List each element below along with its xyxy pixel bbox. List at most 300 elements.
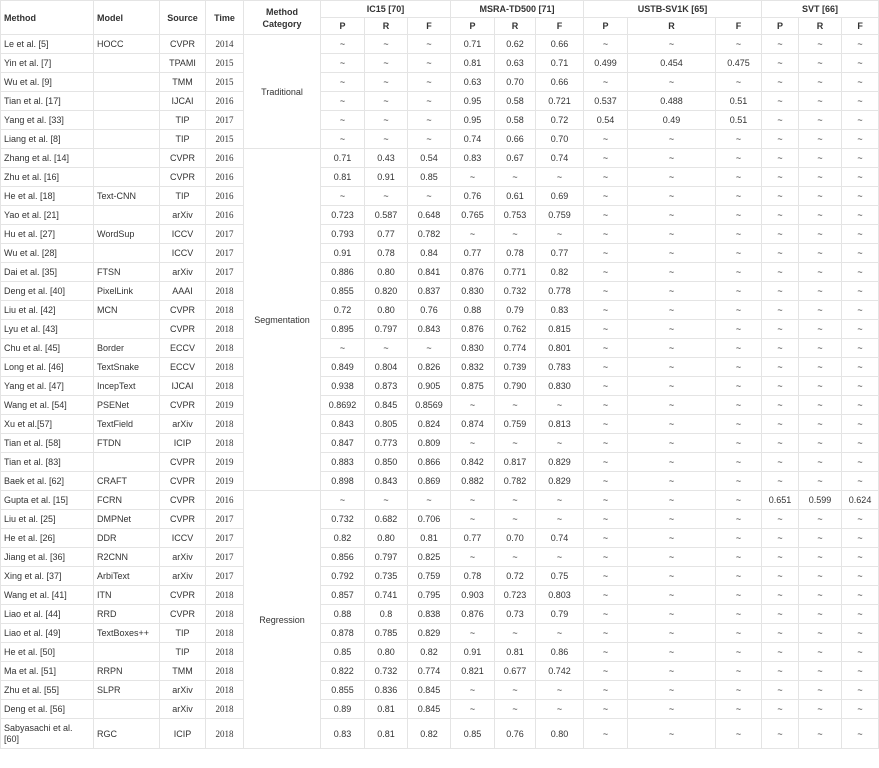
metric-cell: 0.886 — [321, 263, 365, 282]
metric-cell: 0.843 — [321, 415, 365, 434]
metric-cell: 0.54 — [408, 149, 451, 168]
metric-cell: 0.830 — [536, 377, 584, 396]
method-cell: Lyu et al. [43] — [1, 320, 94, 339]
metric-cell: ~ — [762, 187, 799, 206]
metric-cell: 0.876 — [451, 263, 495, 282]
metric-cell: 0.85 — [408, 168, 451, 187]
metric-cell: ~ — [321, 35, 365, 54]
metric-cell: ~ — [799, 73, 842, 92]
metric-cell: 0.813 — [536, 415, 584, 434]
metric-cell: 0.51 — [716, 111, 762, 130]
metric-cell: 0.732 — [495, 282, 536, 301]
metric-cell: 0.855 — [321, 282, 365, 301]
metric-cell: 0.8692 — [321, 396, 365, 415]
metric-header-r: R — [799, 18, 842, 35]
method-cell: Liao et al. [44] — [1, 605, 94, 624]
metric-cell: 0.765 — [451, 206, 495, 225]
metric-cell: ~ — [799, 320, 842, 339]
metric-cell: ~ — [628, 263, 716, 282]
metric-cell: ~ — [799, 244, 842, 263]
metric-cell: 0.84 — [408, 244, 451, 263]
metric-cell: ~ — [628, 339, 716, 358]
dataset-header-ic15: IC15 [70] — [321, 1, 451, 18]
metric-cell: 0.803 — [536, 586, 584, 605]
metric-cell: ~ — [716, 282, 762, 301]
time-cell: 2018 — [206, 605, 244, 624]
metric-cell: 0.66 — [495, 130, 536, 149]
time-cell: 2018 — [206, 434, 244, 453]
table-row — [1, 510, 879, 529]
metric-cell: ~ — [842, 92, 879, 111]
metric-cell: ~ — [628, 149, 716, 168]
metric-cell: 0.85 — [321, 643, 365, 662]
metric-cell: ~ — [842, 605, 879, 624]
metric-cell: ~ — [762, 282, 799, 301]
metric-cell: ~ — [762, 339, 799, 358]
metric-cell: 0.71 — [321, 149, 365, 168]
metric-cell: ~ — [628, 548, 716, 567]
method-cell: He et al. [26] — [1, 529, 94, 548]
model-cell: MCN — [94, 301, 160, 320]
metric-cell: ~ — [799, 453, 842, 472]
source-cell: ICIP — [160, 434, 206, 453]
metric-cell: ~ — [716, 187, 762, 206]
table-row — [1, 339, 879, 358]
metric-cell: 0.866 — [408, 453, 451, 472]
metric-cell: ~ — [762, 434, 799, 453]
metric-cell: 0.537 — [584, 92, 628, 111]
method-cell: Wang et al. [41] — [1, 586, 94, 605]
metric-cell: ~ — [799, 282, 842, 301]
source-cell: CVPR — [160, 491, 206, 510]
metric-cell: 0.80 — [365, 263, 408, 282]
metric-cell: ~ — [584, 35, 628, 54]
source-cell: arXiv — [160, 415, 206, 434]
time-cell: 2017 — [206, 567, 244, 586]
metric-cell: 0.88 — [321, 605, 365, 624]
source-cell: TPAMI — [160, 54, 206, 73]
metric-cell: 0.842 — [451, 453, 495, 472]
metric-cell: ~ — [628, 453, 716, 472]
metric-cell: ~ — [799, 548, 842, 567]
metric-cell: 0.79 — [495, 301, 536, 320]
metric-cell: ~ — [799, 377, 842, 396]
metric-cell: 0.76 — [495, 719, 536, 749]
metric-header-f: F — [716, 18, 762, 35]
metric-cell: 0.869 — [408, 472, 451, 491]
source-header: Source — [160, 1, 206, 35]
metric-cell: ~ — [628, 472, 716, 491]
method-cell: Long et al. [46] — [1, 358, 94, 377]
metric-cell: ~ — [716, 206, 762, 225]
metric-cell: ~ — [451, 168, 495, 187]
metric-cell: ~ — [536, 168, 584, 187]
metric-cell: ~ — [321, 187, 365, 206]
metric-cell: 0.795 — [408, 586, 451, 605]
metric-cell: 0.821 — [451, 662, 495, 681]
source-cell: TIP — [160, 624, 206, 643]
source-cell: TIP — [160, 111, 206, 130]
metric-cell: 0.51 — [716, 92, 762, 111]
metric-cell: ~ — [584, 396, 628, 415]
metric-cell: ~ — [365, 54, 408, 73]
time-cell: 2015 — [206, 73, 244, 92]
metric-cell: ~ — [628, 586, 716, 605]
metric-cell: 0.624 — [842, 491, 879, 510]
table-row — [1, 206, 879, 225]
metric-cell: 0.706 — [408, 510, 451, 529]
method-cell: Liang et al. [8] — [1, 130, 94, 149]
metric-cell: ~ — [495, 681, 536, 700]
metric-cell: ~ — [584, 168, 628, 187]
metric-cell: ~ — [365, 187, 408, 206]
model-cell — [94, 453, 160, 472]
metric-cell: 0.782 — [408, 225, 451, 244]
model-header: Model — [94, 1, 160, 35]
metric-cell: ~ — [762, 320, 799, 339]
table-row — [1, 681, 879, 700]
metric-cell: 0.67 — [495, 149, 536, 168]
metric-cell: ~ — [842, 586, 879, 605]
model-cell: Text-CNN — [94, 187, 160, 206]
metric-cell: 0.88 — [451, 301, 495, 320]
metric-cell: ~ — [536, 225, 584, 244]
metric-cell: ~ — [495, 225, 536, 244]
metric-cell: ~ — [716, 434, 762, 453]
metric-cell: ~ — [799, 225, 842, 244]
method-cell: Zhu et al. [55] — [1, 681, 94, 700]
metric-cell: 0.79 — [536, 605, 584, 624]
metric-cell: ~ — [628, 605, 716, 624]
time-cell: 2017 — [206, 529, 244, 548]
model-cell: RGC — [94, 719, 160, 749]
method-cell: Liu et al. [42] — [1, 301, 94, 320]
metric-cell: 0.838 — [408, 605, 451, 624]
model-cell — [94, 130, 160, 149]
model-cell: DDR — [94, 529, 160, 548]
metric-cell: 0.836 — [365, 681, 408, 700]
metric-cell: ~ — [451, 396, 495, 415]
metric-header-p: P — [451, 18, 495, 35]
metric-cell: 0.822 — [321, 662, 365, 681]
metric-cell: ~ — [762, 130, 799, 149]
metric-cell: 0.78 — [451, 567, 495, 586]
metric-cell: ~ — [408, 187, 451, 206]
metric-cell: ~ — [799, 472, 842, 491]
metric-cell: ~ — [842, 301, 879, 320]
metric-cell: 0.61 — [495, 187, 536, 206]
method-cell: Yao et al. [21] — [1, 206, 94, 225]
table-row — [1, 263, 879, 282]
source-cell: AAAI — [160, 282, 206, 301]
table-row — [1, 529, 879, 548]
metric-cell: ~ — [584, 149, 628, 168]
table-row — [1, 358, 879, 377]
table-row — [1, 624, 879, 643]
metric-cell: 0.793 — [321, 225, 365, 244]
source-cell: CVPR — [160, 472, 206, 491]
metric-cell: ~ — [716, 567, 762, 586]
metric-cell: ~ — [799, 567, 842, 586]
method-cell: Xing et al. [37] — [1, 567, 94, 586]
time-cell: 2018 — [206, 624, 244, 643]
metric-cell: 0.74 — [451, 130, 495, 149]
table-row — [1, 643, 879, 662]
metric-cell: ~ — [842, 358, 879, 377]
metric-cell: ~ — [584, 434, 628, 453]
metric-cell: 0.82 — [408, 719, 451, 749]
time-cell: 2018 — [206, 301, 244, 320]
metric-cell: ~ — [495, 168, 536, 187]
time-cell: 2017 — [206, 111, 244, 130]
metric-cell: 0.82 — [321, 529, 365, 548]
time-cell: 2016 — [206, 491, 244, 510]
metric-cell: 0.857 — [321, 586, 365, 605]
model-cell: Border — [94, 339, 160, 358]
metric-cell: ~ — [716, 358, 762, 377]
table-row — [1, 377, 879, 396]
metric-cell: ~ — [762, 643, 799, 662]
metric-cell: ~ — [716, 263, 762, 282]
metric-cell: ~ — [762, 225, 799, 244]
metric-cell: 0.475 — [716, 54, 762, 73]
metric-cell: ~ — [584, 73, 628, 92]
metric-cell: ~ — [762, 510, 799, 529]
metric-cell: ~ — [842, 548, 879, 567]
metric-cell: ~ — [762, 662, 799, 681]
metric-cell: ~ — [716, 168, 762, 187]
metric-cell: 0.74 — [536, 149, 584, 168]
metric-cell: ~ — [451, 510, 495, 529]
time-cell: 2016 — [206, 149, 244, 168]
metric-cell: ~ — [584, 529, 628, 548]
metric-cell: 0.62 — [495, 35, 536, 54]
metric-cell: ~ — [584, 187, 628, 206]
method-cell: Yang et al. [47] — [1, 377, 94, 396]
metric-cell: 0.58 — [495, 111, 536, 130]
metric-cell: 0.732 — [321, 510, 365, 529]
metric-cell: 0.938 — [321, 377, 365, 396]
metric-cell: ~ — [799, 358, 842, 377]
metric-cell: ~ — [716, 339, 762, 358]
metric-header-p: P — [584, 18, 628, 35]
metric-cell: 0.72 — [536, 111, 584, 130]
metric-cell: 0.70 — [536, 130, 584, 149]
metric-cell: 0.72 — [321, 301, 365, 320]
metric-cell: 0.845 — [408, 700, 451, 719]
table-row — [1, 92, 879, 111]
time-cell: 2018 — [206, 586, 244, 605]
metric-cell: 0.488 — [628, 92, 716, 111]
metric-cell: 0.805 — [365, 415, 408, 434]
metric-cell: ~ — [716, 301, 762, 320]
method-header: Method — [1, 1, 94, 35]
metric-cell: 0.499 — [584, 54, 628, 73]
metric-cell: ~ — [799, 643, 842, 662]
metric-cell: ~ — [584, 130, 628, 149]
metric-cell: 0.682 — [365, 510, 408, 529]
method-cell: Chu et al. [45] — [1, 339, 94, 358]
metric-cell: 0.882 — [451, 472, 495, 491]
metric-cell: 0.785 — [365, 624, 408, 643]
category-cell: Regression — [244, 491, 321, 749]
metric-cell: ~ — [842, 510, 879, 529]
metric-cell: ~ — [584, 377, 628, 396]
model-cell: HOCC — [94, 35, 160, 54]
metric-cell: 0.830 — [451, 282, 495, 301]
metric-header-p: P — [762, 18, 799, 35]
metric-cell: 0.723 — [495, 586, 536, 605]
metric-cell: 0.723 — [321, 206, 365, 225]
method-cell: Deng et al. [56] — [1, 700, 94, 719]
metric-cell: ~ — [628, 282, 716, 301]
metric-cell: ~ — [536, 700, 584, 719]
metric-cell: 0.66 — [536, 73, 584, 92]
metric-cell: ~ — [628, 168, 716, 187]
metric-cell: 0.753 — [495, 206, 536, 225]
metric-cell: ~ — [365, 491, 408, 510]
metric-cell: 0.454 — [628, 54, 716, 73]
metric-cell: ~ — [762, 206, 799, 225]
metric-cell: ~ — [584, 453, 628, 472]
metric-cell: ~ — [321, 54, 365, 73]
model-cell — [94, 700, 160, 719]
source-cell: arXiv — [160, 206, 206, 225]
metric-cell: 0.825 — [408, 548, 451, 567]
metric-cell: ~ — [842, 377, 879, 396]
metric-cell: 0.801 — [536, 339, 584, 358]
metric-cell: 0.85 — [451, 719, 495, 749]
model-cell: RRD — [94, 605, 160, 624]
category-header: Method Category — [244, 1, 321, 35]
metric-cell: 0.677 — [495, 662, 536, 681]
source-cell: IJCAI — [160, 377, 206, 396]
time-cell: 2018 — [206, 339, 244, 358]
metric-cell: ~ — [536, 434, 584, 453]
metric-cell: ~ — [365, 73, 408, 92]
metric-cell: ~ — [762, 624, 799, 643]
metric-cell: ~ — [628, 510, 716, 529]
metric-cell: ~ — [762, 681, 799, 700]
table-row — [1, 149, 879, 168]
metric-cell: ~ — [762, 73, 799, 92]
metric-cell: ~ — [451, 548, 495, 567]
metric-cell: ~ — [842, 472, 879, 491]
metric-cell: ~ — [716, 149, 762, 168]
metric-cell: ~ — [799, 529, 842, 548]
table-row — [1, 168, 879, 187]
metric-cell: 0.762 — [495, 320, 536, 339]
metric-cell: ~ — [842, 434, 879, 453]
metric-cell: 0.845 — [365, 396, 408, 415]
metric-cell: 0.77 — [451, 529, 495, 548]
metric-cell: 0.847 — [321, 434, 365, 453]
metric-cell: ~ — [451, 434, 495, 453]
metric-header-r: R — [628, 18, 716, 35]
table-row — [1, 187, 879, 206]
metric-cell: ~ — [451, 681, 495, 700]
metric-cell: 0.81 — [408, 529, 451, 548]
metric-cell: ~ — [584, 472, 628, 491]
metric-cell: 0.843 — [408, 320, 451, 339]
metric-cell: 0.648 — [408, 206, 451, 225]
metric-cell: ~ — [762, 54, 799, 73]
metric-cell: ~ — [799, 624, 842, 643]
metric-cell: ~ — [628, 301, 716, 320]
metric-cell: ~ — [451, 225, 495, 244]
model-cell: CRAFT — [94, 472, 160, 491]
method-cell: He et al. [18] — [1, 187, 94, 206]
metric-cell: 0.95 — [451, 92, 495, 111]
metric-cell: ~ — [584, 567, 628, 586]
metric-cell: 0.804 — [365, 358, 408, 377]
source-cell: arXiv — [160, 567, 206, 586]
table-row — [1, 244, 879, 263]
metric-cell: 0.778 — [536, 282, 584, 301]
metric-cell: 0.74 — [536, 529, 584, 548]
metric-cell: ~ — [628, 187, 716, 206]
metric-cell: 0.875 — [451, 377, 495, 396]
metric-cell: ~ — [799, 130, 842, 149]
metric-cell: 0.63 — [451, 73, 495, 92]
metric-cell: ~ — [842, 168, 879, 187]
metric-cell: 0.829 — [408, 624, 451, 643]
metric-cell: ~ — [842, 111, 879, 130]
metric-cell: ~ — [584, 681, 628, 700]
metric-cell: 0.832 — [451, 358, 495, 377]
method-cell: Ma et al. [51] — [1, 662, 94, 681]
source-cell: CVPR — [160, 320, 206, 339]
metric-cell: ~ — [762, 605, 799, 624]
model-cell: PixelLink — [94, 282, 160, 301]
metric-cell: ~ — [495, 396, 536, 415]
metric-cell: 0.855 — [321, 681, 365, 700]
time-cell: 2018 — [206, 320, 244, 339]
metric-cell: 0.78 — [365, 244, 408, 263]
metric-cell: ~ — [584, 548, 628, 567]
category-cell: Traditional — [244, 35, 321, 149]
metric-cell: 0.66 — [536, 35, 584, 54]
metric-cell: ~ — [716, 719, 762, 749]
method-cell: Tian et al. [17] — [1, 92, 94, 111]
method-cell: Le et al. [5] — [1, 35, 94, 54]
metric-cell: 0.876 — [451, 320, 495, 339]
metric-cell: ~ — [365, 92, 408, 111]
metric-cell: ~ — [628, 377, 716, 396]
metric-cell: 0.774 — [408, 662, 451, 681]
time-cell: 2015 — [206, 130, 244, 149]
metric-cell: ~ — [536, 548, 584, 567]
metric-cell: 0.883 — [321, 453, 365, 472]
metric-cell: ~ — [716, 396, 762, 415]
metric-cell: ~ — [584, 301, 628, 320]
metric-cell: 0.759 — [495, 415, 536, 434]
metric-cell: ~ — [799, 605, 842, 624]
metric-cell: ~ — [842, 206, 879, 225]
metric-cell: 0.829 — [536, 472, 584, 491]
model-cell: IncepText — [94, 377, 160, 396]
metric-cell: 0.69 — [536, 187, 584, 206]
metric-cell: ~ — [628, 73, 716, 92]
metric-cell: ~ — [584, 263, 628, 282]
table-row — [1, 415, 879, 434]
metric-cell: ~ — [799, 187, 842, 206]
metric-cell: ~ — [842, 453, 879, 472]
metric-cell: 0.77 — [365, 225, 408, 244]
metric-header-p: P — [321, 18, 365, 35]
source-cell: arXiv — [160, 263, 206, 282]
metric-cell: ~ — [842, 263, 879, 282]
